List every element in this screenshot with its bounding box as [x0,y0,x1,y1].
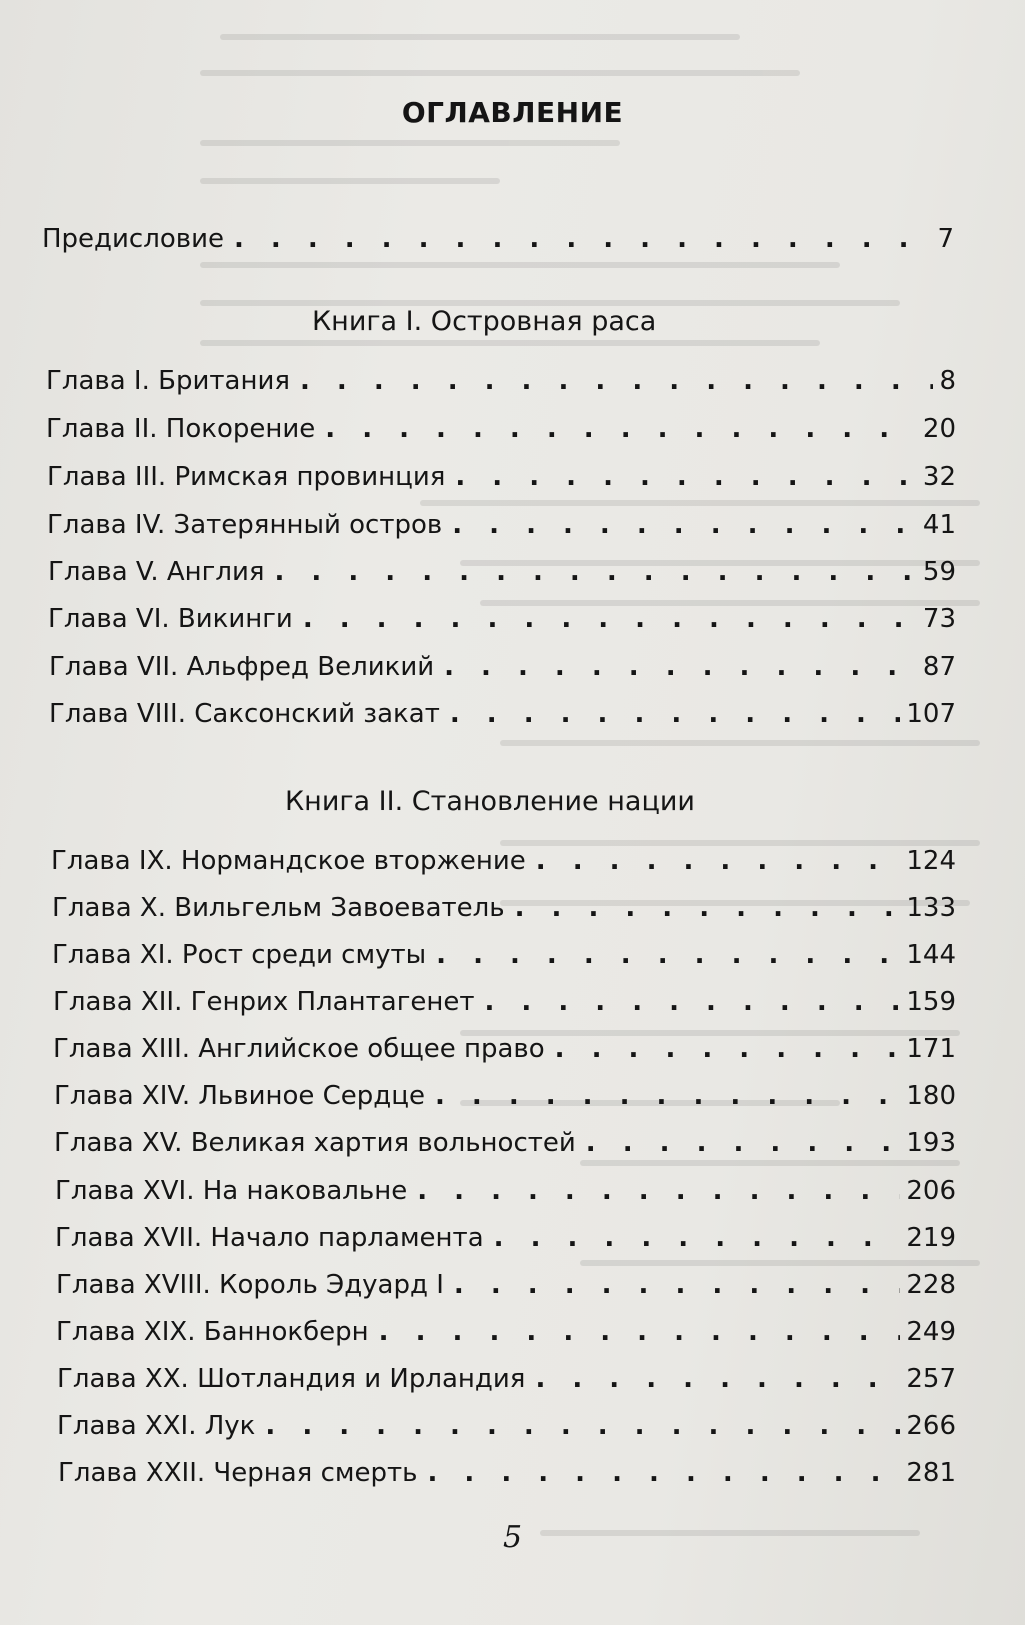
dot-leader [300,366,933,396]
dot-leader [494,1223,901,1253]
toc-entry-title: Глава VII. Альфред Великий [49,652,435,682]
toc-entry [47,462,956,492]
toc-page-number: 281 [906,1458,956,1488]
toc-page-number: 7 [937,224,954,254]
toc-entry-title: Глава X. Вильгельм Завоеватель [52,893,505,923]
dot-leader [586,1128,901,1158]
toc-page-number: 266 [906,1411,956,1441]
page-number-folio: 5 [502,1520,523,1555]
dot-leader [450,699,901,729]
toc-entry-title: Глава XIX. Баннокберн [56,1317,369,1347]
book-title: Книга I. Островная раса [312,306,657,337]
toc-entry [53,987,956,1017]
dot-leader [454,1270,900,1300]
toc-entry-title: Глава XVII. Начало парламента [55,1223,484,1253]
book-title: Книга II. Становление нации [285,786,695,817]
toc-entry-title: Глава VI. Викинги [48,604,293,634]
dot-leader [417,1176,900,1206]
page-heading: ОГЛАВЛЕНИЕ [401,96,624,129]
toc-page-number: 8 [939,366,956,396]
dot-leader [452,510,917,540]
toc-entry-title: Глава XIII. Английское общее право [53,1034,545,1064]
toc-entry-title: Глава VIII. Саксонский закат [49,699,440,729]
toc-page-number: 180 [906,1081,956,1111]
toc-entry-title: Глава XII. Генрих Плантагенет [53,987,475,1017]
toc-entry-title: Предисловие [42,224,224,254]
dot-leader [455,462,917,492]
toc-entry [52,940,956,970]
dot-leader [484,987,900,1017]
dot-leader [325,414,917,444]
toc-page-number: 249 [906,1317,956,1347]
dot-leader [515,893,901,923]
toc-page-number: 144 [906,940,956,970]
dot-leader [234,224,931,254]
toc-entry [52,893,956,923]
toc-entry-preface [42,224,954,254]
toc-entry [47,510,956,540]
toc-entry [57,1364,956,1394]
toc-entry [56,1270,956,1300]
dot-leader [536,846,901,876]
toc-entry-title: Глава IX. Нормандское вторжение [51,846,526,876]
dot-leader [444,652,917,682]
dot-leader [427,1458,900,1488]
toc-page-number: 159 [906,987,956,1017]
toc-entry [51,846,956,876]
toc-entry-title: Глава XI. Рост среди смуты [52,940,427,970]
dot-leader [275,557,917,587]
toc-page-number: 257 [906,1364,956,1394]
dot-leader [555,1034,901,1064]
dot-leader [265,1411,900,1441]
toc-entry [49,652,956,682]
toc-entry [46,366,956,396]
toc-page-number: 20 [922,414,956,444]
toc-page-number: 219 [906,1223,956,1253]
toc-page-number: 171 [906,1034,956,1064]
toc-entry-title: Глава II. Покорение [46,414,316,444]
toc-page-number: 206 [906,1176,956,1206]
toc-entry [54,1081,956,1111]
toc-entry-title: Глава XIV. Львиное Сердце [54,1081,425,1111]
toc-entry [55,1223,956,1253]
toc-entry-title: Глава XVI. На наковальне [55,1176,408,1206]
dot-leader [303,604,917,634]
toc-page-number: 193 [906,1128,956,1158]
dot-leader [436,940,900,970]
toc-entry-title: Глава XX. Шотландия и Ирландия [57,1364,526,1394]
toc-entry [53,1034,956,1064]
toc-page-number: 32 [922,462,956,492]
toc-entry [46,414,956,444]
toc-page-number: 124 [906,846,956,876]
toc-entry [58,1458,956,1488]
toc-entry [48,557,956,587]
toc-page-number: 59 [922,557,956,587]
toc-page-number: 73 [922,604,956,634]
toc-entry-title: Глава IV. Затерянный остров [47,510,443,540]
toc-entry [57,1411,956,1441]
toc-entry-title: Глава III. Римская провинция [47,462,446,492]
toc-entry-title: Глава XV. Великая хартия вольностей [54,1128,576,1158]
toc-entry [56,1317,956,1347]
dot-leader [379,1317,901,1347]
toc-entry-title: Глава XXI. Лук [57,1411,256,1441]
toc-page-number: 228 [906,1270,956,1300]
toc-entry [48,604,956,634]
toc-page-number: 41 [922,510,956,540]
dot-leader [535,1364,900,1394]
toc-page-number: 107 [906,699,956,729]
toc-entry-title: Глава V. Англия [48,557,265,587]
toc-entry [55,1176,956,1206]
toc-entry [54,1128,956,1158]
toc-entry-title: Глава I. Британия [46,366,290,396]
toc-entry-title: Глава XXII. Черная смерть [58,1458,418,1488]
toc-page-number: 133 [906,893,956,923]
toc-entry [49,699,956,729]
dot-leader [435,1081,900,1111]
toc-entry-title: Глава XVIII. Король Эдуард I [56,1270,444,1300]
toc-page-number: 87 [922,652,956,682]
